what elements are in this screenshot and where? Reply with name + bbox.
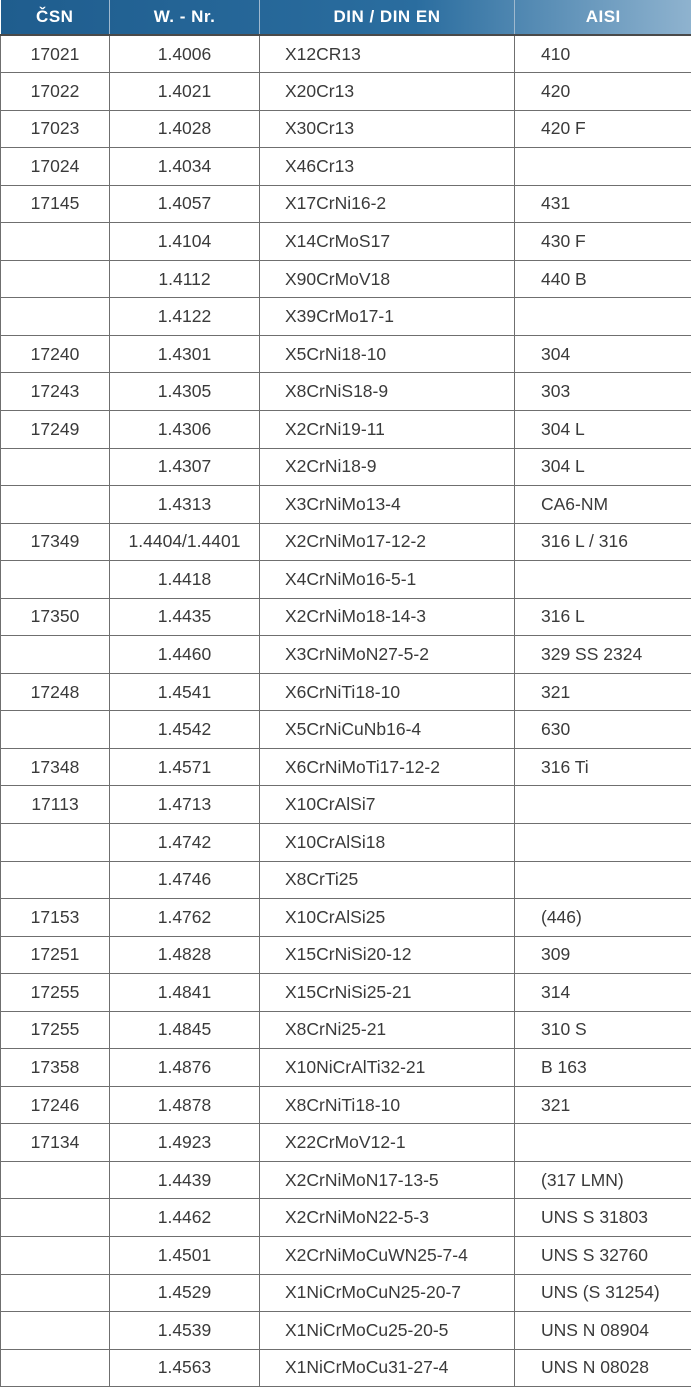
csn-cell — [1, 823, 110, 861]
table-row — [1, 185, 691, 223]
din-cell: X6CrNiMoTi17-12-2 — [260, 748, 515, 786]
table-row — [1, 1349, 691, 1387]
w-nr-cell: 1.4104 — [110, 223, 260, 261]
din-cell: X8CrTi25 — [260, 861, 515, 899]
table-header-row — [1, 0, 691, 35]
csn-cell — [1, 1161, 110, 1199]
w-nr-cell: 1.4301 — [110, 335, 260, 373]
w-nr-cell: 1.4462 — [110, 1199, 260, 1237]
din-cell: X4CrNiMo16-5-1 — [260, 561, 515, 599]
aisi-cell: 309 — [515, 936, 691, 974]
csn-cell — [1, 1312, 110, 1350]
din-cell: X10CrAlSi18 — [260, 823, 515, 861]
csn-cell: 17024 — [1, 148, 110, 186]
din-cell: X2CrNiMo17-12-2 — [260, 523, 515, 561]
din-cell: X1NiCrMoCu31-27-4 — [260, 1349, 515, 1387]
w-nr-cell: 1.4313 — [110, 486, 260, 524]
din-cell: X6CrNiTi18-10 — [260, 673, 515, 711]
table-row — [1, 110, 691, 148]
table-row — [1, 1086, 691, 1124]
w-nr-cell: 1.4542 — [110, 711, 260, 749]
w-nr-cell: 1.4404/1.4401 — [110, 523, 260, 561]
w-nr-cell: 1.4305 — [110, 373, 260, 411]
w-nr-cell: 1.4112 — [110, 260, 260, 298]
csn-cell: 17358 — [1, 1049, 110, 1087]
w-nr-cell: 1.4529 — [110, 1274, 260, 1312]
w-nr-cell: 1.4306 — [110, 410, 260, 448]
aisi-cell: 304 L — [515, 410, 691, 448]
w-nr-cell: 1.4742 — [110, 823, 260, 861]
header-csn: ČSN — [1, 0, 110, 35]
table-row — [1, 823, 691, 861]
table-row — [1, 448, 691, 486]
din-cell: X5CrNi18-10 — [260, 335, 515, 373]
table-row — [1, 35, 691, 73]
din-cell: X15CrNiSi25-21 — [260, 974, 515, 1012]
csn-cell: 17153 — [1, 899, 110, 937]
din-cell: X10CrAlSi7 — [260, 786, 515, 824]
csn-cell — [1, 260, 110, 298]
csn-cell: 17022 — [1, 73, 110, 111]
aisi-cell: B 163 — [515, 1049, 691, 1087]
w-nr-cell: 1.4762 — [110, 899, 260, 937]
table-row — [1, 936, 691, 974]
csn-cell: 17243 — [1, 373, 110, 411]
csn-cell — [1, 223, 110, 261]
w-nr-cell: 1.4923 — [110, 1124, 260, 1162]
aisi-cell: UNS N 08028 — [515, 1349, 691, 1387]
aisi-cell — [515, 823, 691, 861]
aisi-cell: 430 F — [515, 223, 691, 261]
w-nr-cell: 1.4460 — [110, 636, 260, 674]
din-cell: X3CrNiMo13-4 — [260, 486, 515, 524]
din-cell: X12CR13 — [260, 35, 515, 73]
table-row — [1, 1124, 691, 1162]
aisi-cell: 420 F — [515, 110, 691, 148]
csn-cell: 17255 — [1, 974, 110, 1012]
table-row — [1, 711, 691, 749]
w-nr-cell: 1.4418 — [110, 561, 260, 599]
table-row — [1, 1312, 691, 1350]
table-row — [1, 899, 691, 937]
din-cell: X3CrNiMoN27-5-2 — [260, 636, 515, 674]
w-nr-cell: 1.4841 — [110, 974, 260, 1012]
din-cell: X10NiCrAlTi32-21 — [260, 1049, 515, 1087]
table-row — [1, 1274, 691, 1312]
w-nr-cell: 1.4541 — [110, 673, 260, 711]
din-cell: X2CrNi19-11 — [260, 410, 515, 448]
table-row — [1, 1011, 691, 1049]
aisi-cell — [515, 1124, 691, 1162]
w-nr-cell: 1.4713 — [110, 786, 260, 824]
w-nr-cell: 1.4028 — [110, 110, 260, 148]
table-row — [1, 974, 691, 1012]
table-row — [1, 523, 691, 561]
header-aisi: AISI — [585, 7, 621, 26]
table-row — [1, 748, 691, 786]
csn-cell: 17023 — [1, 110, 110, 148]
din-cell: X30Cr13 — [260, 110, 515, 148]
csn-cell — [1, 1274, 110, 1312]
din-cell: X1NiCrMoCu25-20-5 — [260, 1312, 515, 1350]
table-row — [1, 373, 691, 411]
w-nr-cell: 1.4845 — [110, 1011, 260, 1049]
aisi-cell: 304 — [515, 335, 691, 373]
din-cell: X14CrMoS17 — [260, 223, 515, 261]
aisi-cell: 316 L — [515, 598, 691, 636]
din-cell: X90CrMoV18 — [260, 260, 515, 298]
csn-cell: 17134 — [1, 1124, 110, 1162]
aisi-cell: UNS (S 31254) — [515, 1274, 691, 1312]
aisi-cell: 304 L — [515, 448, 691, 486]
table-row — [1, 861, 691, 899]
table-row — [1, 636, 691, 674]
header-w-nr: W. - Nr. — [110, 0, 260, 35]
csn-cell — [1, 298, 110, 336]
aisi-cell — [515, 786, 691, 824]
w-nr-cell: 1.4501 — [110, 1237, 260, 1275]
din-cell: X39CrMo17-1 — [260, 298, 515, 336]
csn-cell: 17240 — [1, 335, 110, 373]
aisi-cell: UNS S 32760 — [515, 1237, 691, 1275]
w-nr-cell: 1.4878 — [110, 1086, 260, 1124]
header-din: DIN / DIN EN — [260, 0, 515, 35]
din-cell: X1NiCrMoCuN25-20-7 — [260, 1274, 515, 1312]
din-cell: X8CrNiS18-9 — [260, 373, 515, 411]
table-row — [1, 598, 691, 636]
din-cell: X20Cr13 — [260, 73, 515, 111]
aisi-cell: 440 B — [515, 260, 691, 298]
w-nr-cell: 1.4122 — [110, 298, 260, 336]
din-cell: X22CrMoV12-1 — [260, 1124, 515, 1162]
w-nr-cell: 1.4307 — [110, 448, 260, 486]
din-cell: X2CrNiMoN17-13-5 — [260, 1161, 515, 1199]
din-cell: X10CrAlSi25 — [260, 899, 515, 937]
aisi-cell — [515, 148, 691, 186]
csn-cell: 17113 — [1, 786, 110, 824]
csn-cell — [1, 1199, 110, 1237]
w-nr-cell: 1.4539 — [110, 1312, 260, 1350]
aisi-cell: 316 L / 316 — [515, 523, 691, 561]
aisi-cell: 321 — [515, 1086, 691, 1124]
csn-cell — [1, 711, 110, 749]
din-cell: X2CrNi18-9 — [260, 448, 515, 486]
din-cell: X46Cr13 — [260, 148, 515, 186]
aisi-cell: (446) — [515, 899, 691, 937]
din-cell: X8CrNi25-21 — [260, 1011, 515, 1049]
table-row — [1, 1199, 691, 1237]
w-nr-cell: 1.4439 — [110, 1161, 260, 1199]
csn-cell — [1, 486, 110, 524]
table-row — [1, 298, 691, 336]
w-nr-cell: 1.4563 — [110, 1349, 260, 1387]
aisi-cell — [515, 861, 691, 899]
din-cell: X15CrNiSi20-12 — [260, 936, 515, 974]
din-cell: X2CrNiMoN22-5-3 — [260, 1199, 515, 1237]
w-nr-cell: 1.4876 — [110, 1049, 260, 1087]
aisi-cell: 314 — [515, 974, 691, 1012]
w-nr-cell: 1.4828 — [110, 936, 260, 974]
din-cell: X17CrNi16-2 — [260, 185, 515, 223]
aisi-cell — [515, 561, 691, 599]
w-nr-cell: 1.4746 — [110, 861, 260, 899]
din-cell: X8CrNiTi18-10 — [260, 1086, 515, 1124]
csn-cell: 17248 — [1, 673, 110, 711]
w-nr-cell: 1.4006 — [110, 35, 260, 73]
aisi-cell: 431 — [515, 185, 691, 223]
csn-cell: 17350 — [1, 598, 110, 636]
w-nr-cell: 1.4021 — [110, 73, 260, 111]
csn-cell: 17249 — [1, 410, 110, 448]
aisi-cell: 321 — [515, 673, 691, 711]
csn-cell — [1, 448, 110, 486]
aisi-cell: UNS N 08904 — [515, 1312, 691, 1350]
aisi-cell: 630 — [515, 711, 691, 749]
csn-cell: 17255 — [1, 1011, 110, 1049]
csn-cell — [1, 561, 110, 599]
aisi-cell: 420 — [515, 73, 691, 111]
table-row — [1, 223, 691, 261]
table-row — [1, 486, 691, 524]
table-row — [1, 786, 691, 824]
table-row — [1, 1161, 691, 1199]
din-cell: X2CrNiMo18-14-3 — [260, 598, 515, 636]
w-nr-cell: 1.4571 — [110, 748, 260, 786]
table-body — [1, 35, 691, 1387]
w-nr-cell: 1.4435 — [110, 598, 260, 636]
table-row — [1, 410, 691, 448]
table-row — [1, 73, 691, 111]
table-row — [1, 673, 691, 711]
w-nr-cell: 1.4034 — [110, 148, 260, 186]
table-row — [1, 148, 691, 186]
table-row — [1, 1049, 691, 1087]
aisi-cell: 303 — [515, 373, 691, 411]
table-row — [1, 260, 691, 298]
csn-cell — [1, 1349, 110, 1387]
csn-cell: 17246 — [1, 1086, 110, 1124]
aisi-cell: 316 Ti — [515, 748, 691, 786]
table-row — [1, 335, 691, 373]
aisi-cell: 310 S — [515, 1011, 691, 1049]
csn-cell: 17251 — [1, 936, 110, 974]
table-row — [1, 1237, 691, 1275]
aisi-cell: CA6-NM — [515, 486, 691, 524]
din-cell: X5CrNiCuNb16-4 — [260, 711, 515, 749]
aisi-cell: 329 SS 2324 — [515, 636, 691, 674]
aisi-cell — [515, 298, 691, 336]
csn-cell — [1, 861, 110, 899]
csn-cell: 17145 — [1, 185, 110, 223]
csn-cell: 17348 — [1, 748, 110, 786]
aisi-cell: 410 — [515, 35, 691, 73]
din-cell: X2CrNiMoCuWN25-7-4 — [260, 1237, 515, 1275]
csn-cell — [1, 1237, 110, 1275]
csn-cell: 17349 — [1, 523, 110, 561]
table-row — [1, 561, 691, 599]
w-nr-cell: 1.4057 — [110, 185, 260, 223]
aisi-cell: UNS S 31803 — [515, 1199, 691, 1237]
csn-cell — [1, 636, 110, 674]
csn-cell: 17021 — [1, 35, 110, 73]
aisi-cell: (317 LMN) — [515, 1161, 691, 1199]
